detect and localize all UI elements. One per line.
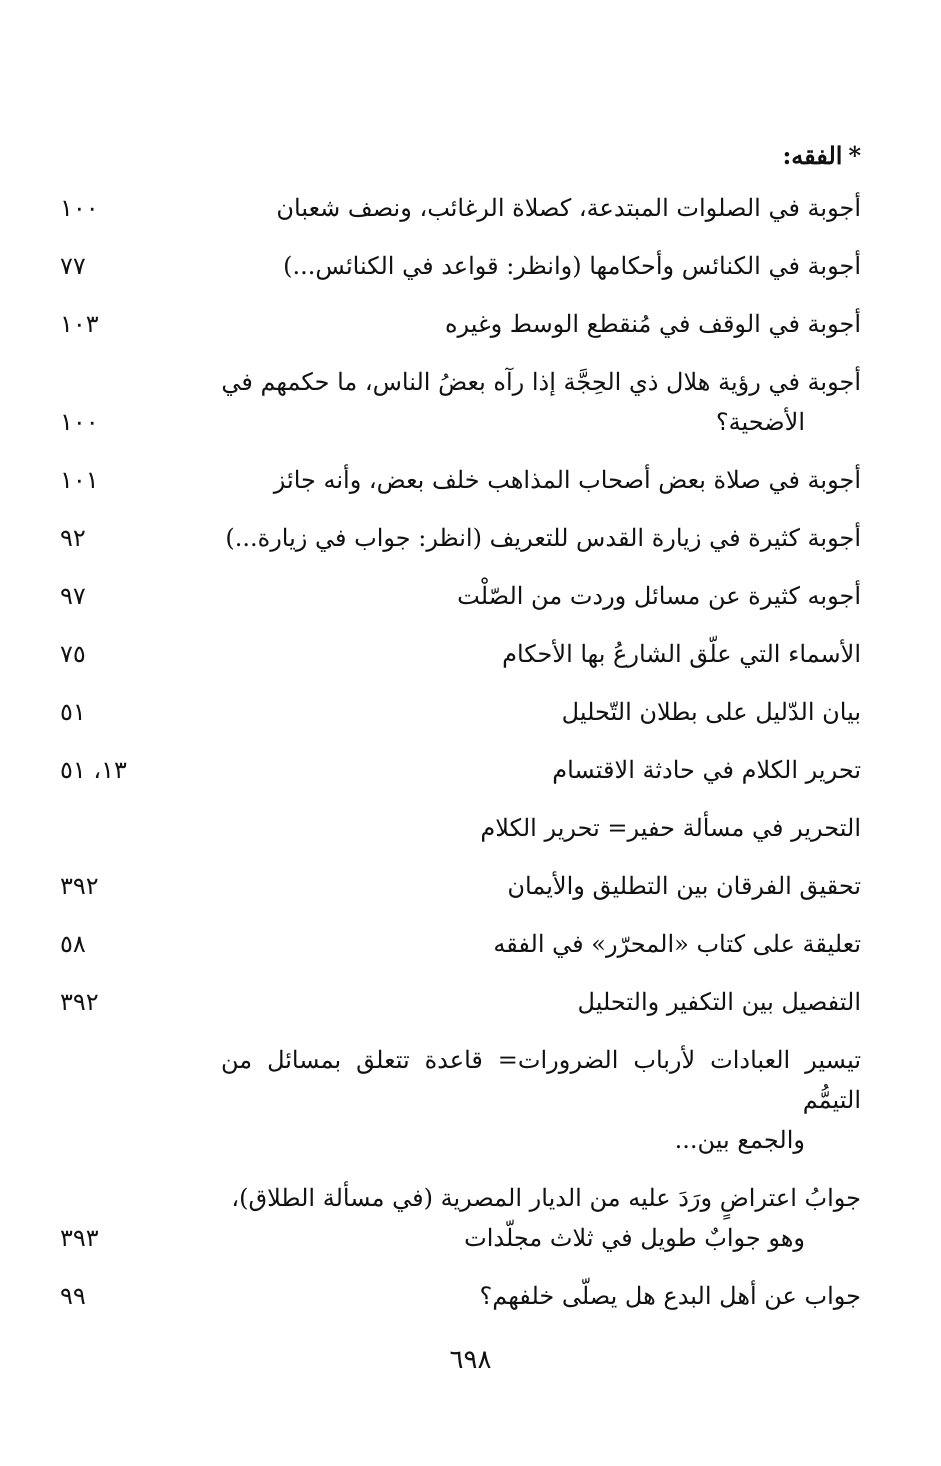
entry-page: ١٠٣ (60, 310, 99, 338)
entry-page: ٩٢ (60, 524, 86, 552)
index-entry (60, 576, 861, 616)
index-entry (60, 866, 861, 906)
index-entry (60, 808, 861, 848)
section-title: الفقه: (782, 141, 843, 170)
index-entry (60, 692, 861, 732)
entry-title: أجوبة في صلاة بعض أصحاب المذاهب خلف بعض، وأنه جائز (273, 466, 861, 494)
entry-page: ١٠٠ (60, 194, 99, 222)
index-entry (60, 634, 861, 674)
entry-title: الأسماء التي علّق الشارعُ بها الأحكام (502, 640, 861, 668)
index-entry (60, 518, 861, 558)
entry-page: ٧٧ (60, 252, 86, 280)
entry-page: ٣٩٣ (60, 1224, 99, 1252)
entry-title (221, 1040, 861, 1160)
index-entry (60, 1178, 861, 1258)
index-entry (60, 304, 861, 344)
entry-title: أجوبه كثيرة عن مسائل وردت من الصّلْت (457, 582, 861, 610)
entry-title-line: أجوبة في رؤية هلال ذي الحِجَّة إذا رآه بعضُ الناس، ما حكمهم في (221, 368, 861, 396)
index-entry (60, 982, 861, 1022)
entry-page: ٩٩ (60, 1282, 86, 1310)
index-entry (60, 246, 861, 286)
entry-title: التفصيل بين التكفير والتحليل (577, 988, 861, 1016)
index-entry (60, 188, 861, 228)
index-entry (60, 924, 861, 964)
entry-page: ١٠١ (60, 466, 99, 494)
star-icon: * (848, 141, 861, 170)
entry-page: ٧٥ (60, 640, 86, 668)
entry-page: ٩٧ (60, 582, 86, 610)
section-heading (782, 136, 861, 176)
entry-page: ٥٨ (60, 930, 86, 958)
entry-page: ١٠٠ (60, 408, 99, 436)
index-entry (60, 362, 861, 442)
entry-title: بيان الدّليل على بطلان التّحليل (561, 698, 861, 726)
entry-title: أجوبة في الكنائس وأحكامها (وانظر: قواعد في الكنائس...) (283, 252, 861, 280)
index-entry (60, 460, 861, 500)
entry-page: ١٣، ٥١ (60, 756, 127, 784)
entry-title: جواب عن أهل البدع هل يصلّى خلفهم؟ (479, 1282, 861, 1310)
entry-title-continuation: الأضحية؟ (715, 408, 805, 436)
entry-title-continuation: وهو جوابٌ طويل في ثلاث مجلّدات (464, 1224, 805, 1252)
entry-title-line: تيسير العبادات لأرباب الضرورات= قاعدة تتعلق بمسائل من التيمُّم (221, 1046, 861, 1114)
entry-page: ٥١ (60, 698, 86, 726)
entry-title (221, 1178, 861, 1258)
index-entry (60, 750, 861, 790)
entry-page: ٣٩٢ (60, 988, 99, 1016)
entry-title: تحقيق الفرقان بين التطليق والأيمان (507, 872, 861, 900)
entry-title: تحرير الكلام في حادثة الاقتسام (552, 756, 861, 784)
entry-title-line: جوابُ اعتراضٍ ورَدَ عليه من الديار المصرية (في مسألة الطلاق)، (231, 1184, 861, 1212)
index-entry (60, 1276, 861, 1316)
entry-title: التحرير في مسألة حفير= تحرير الكلام (480, 814, 861, 842)
entry-title: تعليقة على كتاب «المحرّر» في الفقه (493, 930, 861, 958)
entry-title: أجوبة كثيرة في زيارة القدس للتعريف (انظر: جواب في زيارة...) (225, 524, 861, 552)
entry-title (221, 362, 861, 442)
index-entries (60, 188, 861, 1334)
entry-page: ٣٩٢ (60, 872, 99, 900)
entry-title-continuation: والجمع بين... (674, 1126, 805, 1154)
index-entry (60, 1040, 861, 1160)
page-number: ٦٩٨ (449, 1345, 492, 1375)
entry-title: أجوبة في الوقف في مُنقطع الوسط وغيره (444, 310, 861, 338)
entry-title: أجوبة في الصلوات المبتدعة، كصلاة الرغائب، ونصف شعبان (276, 194, 861, 222)
